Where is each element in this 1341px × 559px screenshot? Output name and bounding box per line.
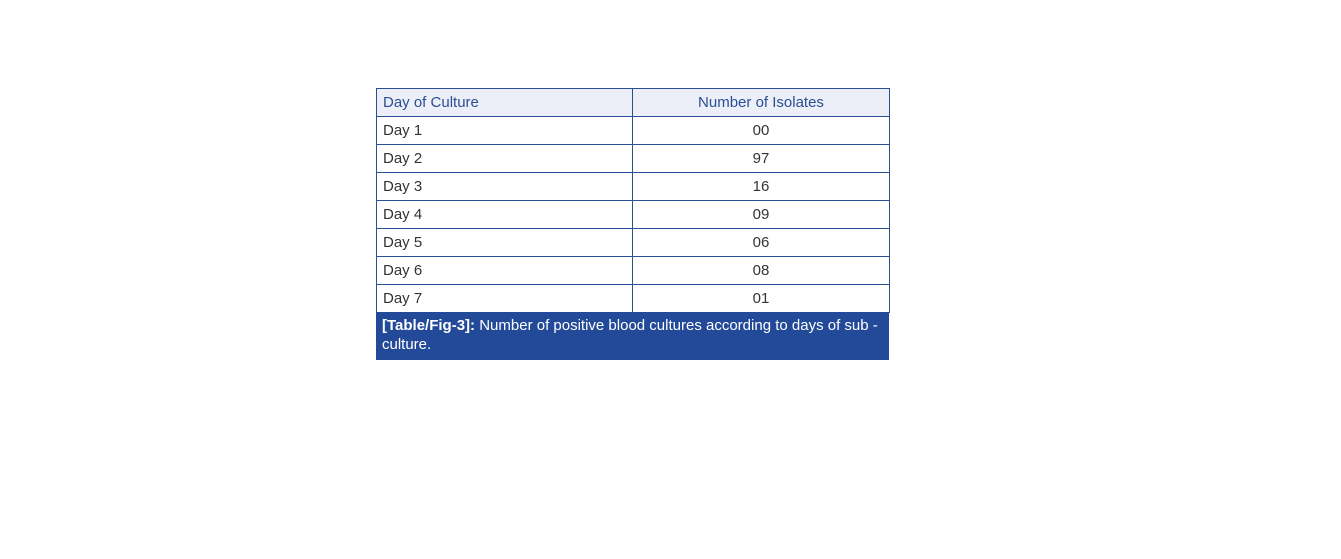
column-header-isolates: Number of Isolates <box>633 89 890 117</box>
table-caption <box>376 312 889 360</box>
caption-text: Number of positive blood cultures according to days of sub -culture. <box>382 317 878 353</box>
table-row <box>377 257 890 285</box>
cell-isolates: 09 <box>633 201 890 229</box>
cell-isolates: 08 <box>633 257 890 285</box>
cell-day: Day 7 <box>377 285 633 313</box>
table-row <box>377 145 890 173</box>
cell-isolates: 06 <box>633 229 890 257</box>
cell-day: Day 1 <box>377 117 633 145</box>
cell-isolates: 97 <box>633 145 890 173</box>
cell-isolates: 00 <box>633 117 890 145</box>
column-header-day: Day of Culture <box>377 89 633 117</box>
cell-isolates: 01 <box>633 285 890 313</box>
table-row <box>377 229 890 257</box>
cell-day: Day 3 <box>377 173 633 201</box>
table-row <box>377 201 890 229</box>
cell-day: Day 4 <box>377 201 633 229</box>
table-figure <box>376 88 889 360</box>
cell-day: Day 5 <box>377 229 633 257</box>
table-header-row <box>377 89 890 117</box>
table-row <box>377 173 890 201</box>
table-row <box>377 285 890 313</box>
cell-isolates: 16 <box>633 173 890 201</box>
cell-day: Day 6 <box>377 257 633 285</box>
table-row <box>377 117 890 145</box>
cell-day: Day 2 <box>377 145 633 173</box>
isolates-table <box>376 88 890 313</box>
caption-label: [Table/Fig-3]: <box>382 317 476 334</box>
